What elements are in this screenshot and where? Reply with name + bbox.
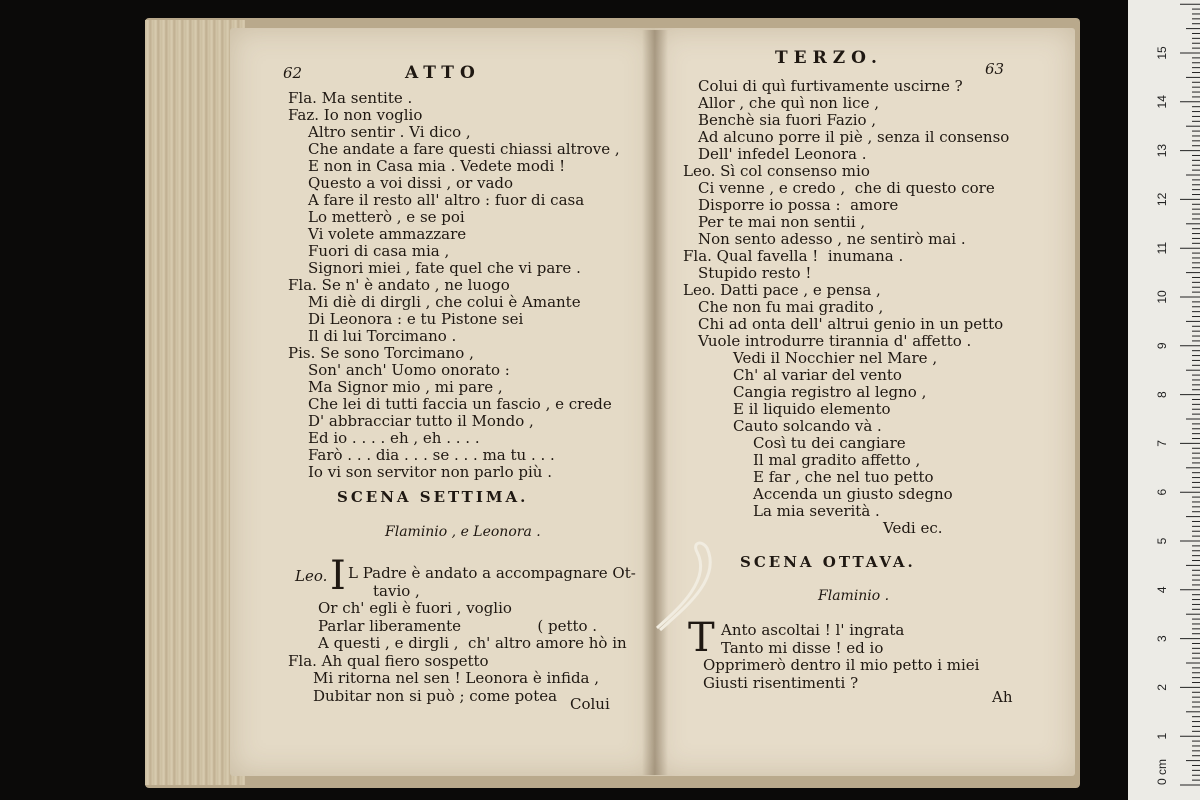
text-line: Vuole introdurre tirannia d' affetto . [698, 332, 972, 350]
text-line: Stupido resto ! [698, 264, 812, 282]
text-line: Anto ascoltai ! l' ingrata [721, 621, 905, 639]
text-line: Lo metterò , e se poi [308, 208, 465, 226]
text-line: Leo. Datti pace , e pensa , [683, 281, 881, 299]
text-line: E far , che nel tuo petto [753, 468, 934, 486]
text-line: Io vi son servitor non parlo più . [308, 463, 552, 481]
catchword-right: Ah [992, 688, 1013, 706]
ruler-label: 15 [1155, 46, 1169, 60]
catchword-left: Colui [570, 695, 610, 713]
text-line: Ed io . . . . eh , eh . . . . [308, 429, 480, 447]
text-line: Vedi il Nocchier nel Mare , [733, 349, 938, 367]
text-line: Dell' infedel Leonora . [698, 145, 867, 163]
text-line: tavio , [373, 581, 420, 600]
text-line: Ad alcuno porre il piè , senza il consenso [698, 128, 1010, 146]
text-line: Faz. Io non voglio [288, 106, 423, 124]
text-line: Disporre io possa : amore [698, 196, 899, 214]
text-line: Chi ad onta dell' altrui genio in un petto [698, 315, 1004, 333]
page-number-left: 62 [283, 64, 303, 82]
ruler-label: 8 [1155, 391, 1169, 398]
ruler-label: 5 [1155, 537, 1169, 545]
text-line: Fla. Ah qual fiero sospetto [288, 651, 489, 670]
text-line: Che andate a fare questi chiassi altrove , [308, 140, 620, 158]
ruler-label: 4 [1155, 586, 1169, 594]
text-line: Fla. Se n' è andato , ne luogo [288, 276, 510, 294]
text-line: A questi , e dirgli , ch' altro amore hò in [318, 634, 627, 652]
text-line: Cauto solcando và . [733, 417, 882, 435]
book-gutter [642, 30, 668, 775]
text-line: Il mal gradito affetto , [753, 451, 921, 469]
text-line: Leo. Sì col consenso mio [683, 162, 870, 180]
text-line: Per te mai non sentii , [698, 213, 866, 231]
ruler-label: 9 [1155, 342, 1169, 350]
text-line: Allor , che quì non lice , [698, 94, 879, 112]
text-line: Il di lui Torcimano . [308, 327, 457, 345]
scene-title-left: SCENA SETTIMA. [337, 488, 529, 506]
text-line: Ci venne , e credo , che di questo core [698, 179, 995, 197]
text-line: Tanto mi disse ! ed io [721, 638, 884, 657]
text-line: Fuori di casa mia , [308, 242, 450, 260]
ruler-label: 3 [1155, 635, 1169, 642]
text-line: Signori miei , fate quel che vi pare . [308, 259, 581, 277]
ruler-label: 0 cm [1155, 758, 1169, 785]
scene-characters-left: Flaminio , e Leonora . [385, 524, 541, 540]
text-line: Colui di quì furtivamente uscirne ? [698, 77, 963, 95]
ruler-label: 14 [1155, 95, 1169, 109]
text-line: La mia severità . [753, 502, 880, 520]
text-line: Che lei di tutti faccia un fascio , e crede [308, 395, 612, 413]
text-line: D' abbracciar tutto il Mondo , [308, 412, 534, 430]
text-line: Così tu dei cangiare [753, 434, 906, 452]
ruler-label: 7 [1155, 440, 1169, 447]
ruler-label: 6 [1155, 488, 1169, 496]
ruler-label: 11 [1155, 241, 1169, 255]
page-number-right: 63 [985, 60, 1005, 78]
drop-cap-right: T [688, 615, 715, 661]
scene-title-right: SCENA OTTAVA. [740, 553, 916, 571]
text-line: Or ch' egli è fuori , voglio [318, 599, 512, 617]
ruler-label: 13 [1155, 143, 1169, 158]
text-line: Benchè sia fuori Fazio , [698, 111, 877, 129]
running-head-left: ATTO [405, 63, 481, 83]
text-line: Che non fu mai gradito , [698, 298, 884, 316]
text-line: Ch' al variar del vento [733, 366, 902, 384]
scene-characters-right: Flaminio . [818, 588, 890, 604]
text-line: L Padre è andato a accompagnare Ot- [348, 564, 636, 582]
text-line: Parlar liberamente ( petto . [318, 616, 598, 635]
text-line: Opprimerò dentro il mio petto i miei [703, 656, 980, 674]
text-line: Son' anch' Uomo onorato : [308, 361, 510, 379]
text-line: Questo a voi dissi , or vado [308, 174, 514, 192]
text-line: Vedi ec. [883, 519, 943, 537]
text-line: Fla. Qual favella ! inumana . [683, 247, 904, 265]
text-line: E il liquido elemento [733, 400, 891, 418]
text-line: Accenda un giusto sdegno [753, 485, 953, 503]
text-line: Giusti risentimenti ? [703, 673, 859, 692]
text-line: Fla. Ma sentite . [288, 89, 413, 107]
text-line: Ma Signor mio , mi pare , [308, 378, 503, 396]
ruler-label: 2 [1155, 684, 1169, 691]
speaker-label: Leo. [295, 567, 328, 585]
text-line: Mi diè di dirgli , che colui è Amante [308, 293, 581, 311]
text-line: Cangia registro al legno , [733, 383, 927, 401]
text-line: Farò . . . dia . . . se . . . ma tu . . . [308, 446, 555, 464]
ruler-label: 10 [1155, 290, 1169, 304]
drop-cap-left: I [330, 553, 346, 599]
ruler-label: 1 [1155, 732, 1169, 740]
text-line: Di Leonora : e tu Pistone sei [308, 310, 524, 328]
text-line: Altro sentir . Vi dico , [308, 123, 471, 141]
ruler-label: 12 [1155, 192, 1169, 207]
text-line: Dubitar non si può ; come potea [313, 686, 558, 705]
text-line: A fare il resto all' altro : fuor di casa [308, 191, 585, 209]
text-line: Pis. Se sono Torcimano , [288, 344, 474, 362]
text-line: Non sento adesso , ne sentirò mai . [698, 230, 966, 248]
running-head-right: TERZO. [775, 48, 883, 68]
text-line: Mi ritorna nel sen ! Leonora è infida , [313, 669, 600, 687]
text-line: Vi volete ammazzare [308, 225, 467, 243]
text-line: E non in Casa mia . Vedete modi ! [308, 157, 566, 175]
measuring-ruler [1128, 0, 1200, 800]
